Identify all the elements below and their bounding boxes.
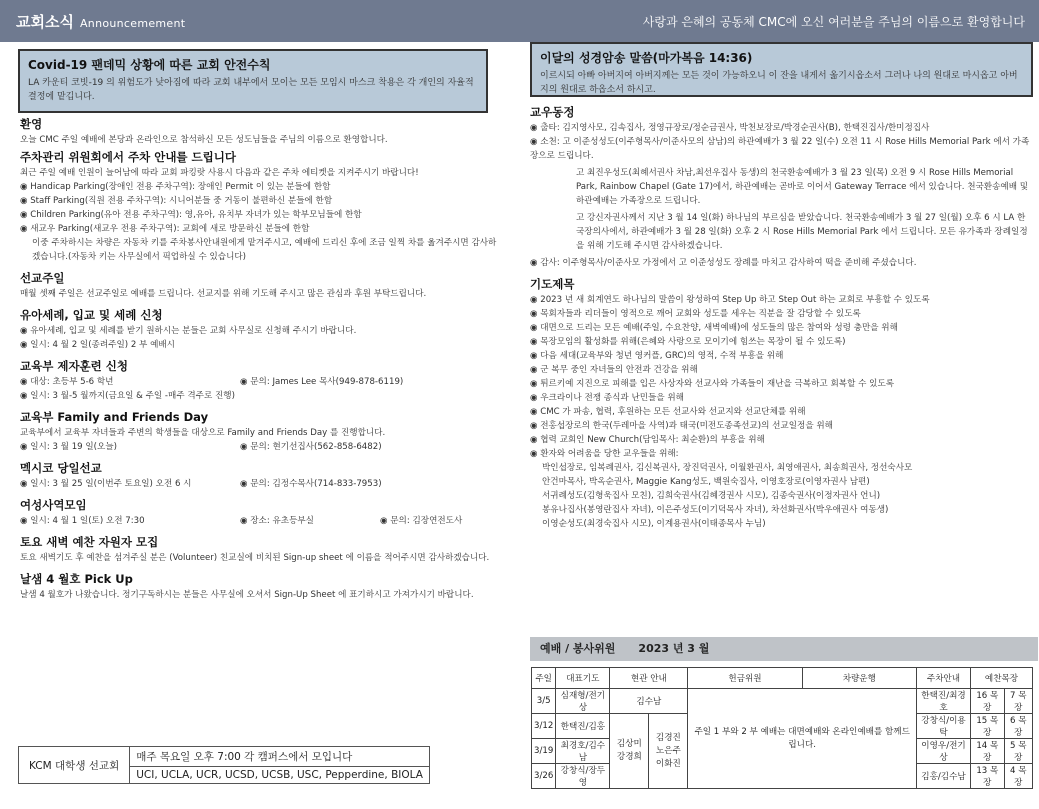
covid-notice-box (18, 49, 488, 113)
covid-title: Covid-19 팬데믹 상황에 따른 교회 안전수칙 (28, 58, 271, 72)
prayer-item: ◉ 대면으로 드리는 모든 예배(주일, 수요찬양, 새벽예배)에 성도들의 많은 참여와 성령 충만을 위해 (530, 323, 898, 333)
kcm-line2: UCI, UCLA, UCR, UCSD, UCSB, USC, Pepperdine, BIOLA (130, 767, 430, 784)
section-title: 교육부 Family and Friends Day (20, 410, 209, 424)
welcome-section (20, 116, 500, 147)
section-contact: ◉ 문의: 김장연전도사 (380, 516, 463, 526)
family-section (20, 409, 500, 454)
column-header: 차량운행 (802, 668, 916, 689)
disciple-section (20, 358, 500, 403)
baptism-section (20, 307, 500, 352)
table-header-row (532, 668, 1033, 689)
patient-list: 이영순성도(최경숙집사 시모), 이계용권사(이태종목사 누님) (542, 519, 766, 529)
cell-parking: 강창식/이용탁 (916, 714, 970, 739)
kcm-name: KCM 대학생 선교회 (19, 747, 130, 784)
section-title: 여성사역모임 (20, 498, 87, 512)
section-date: ◉ 일시: 4 월 1 일(토) 오전 7:30 (20, 516, 145, 526)
section-title: 주차관리 위원회에서 주차 안내를 드립니다 (20, 150, 236, 164)
section-body: 교육부에서 교육부 자녀들과 주변의 학생들을 대상으로 Family and Friends Day 를 진행합니다. (20, 428, 386, 438)
women-section (20, 497, 500, 528)
section-place: ◉ 장소: 유초등부실 (240, 516, 314, 526)
section-body: 매월 셋째 주일은 선교주일로 예배를 드립니다. 선교지를 위해 기도해 주시고 많은 관심과 후원 부탁드립니다. (20, 289, 427, 299)
column-header: 주차안내 (916, 668, 970, 689)
cell-parking: 한택진/최경호 (916, 689, 970, 714)
section-note: 이중 주차하시는 차량은 자동차 키를 주차봉사안내원에게 맡겨주시고, 예배에 드리신 후에 조금 일찍 차를 옮겨주시면 감사하겠습니다.(자동차 키는 사무실에서 픽업하실 수 있습니다) (32, 238, 497, 262)
cell-usher: 김경진 노은주 이화진 (649, 714, 688, 789)
prayer-item: ◉ 2023 년 새 회계연도 하나님의 말씀이 왕성하여 Step Up 하고 Step Out 하는 교회로 부흥할 수 있도록 (530, 295, 930, 305)
section-contact: ◉ 문의: 현기선집사(562-858-6482) (240, 442, 382, 452)
cell-date: 3/26 (532, 764, 556, 789)
patient-list: 안건마목사, 박옥순권사, Maggie Kang성도, 백원숙집사, 이영호장로(이영자권사 남편) (542, 477, 870, 487)
column-header: 현관 안내 (610, 668, 688, 689)
cell-date: 3/19 (532, 739, 556, 764)
prayer-item: ◉ 협력 교회인 New Church(담임목사: 최순환)의 부흥을 위해 (530, 435, 765, 445)
pickup-section (20, 571, 500, 602)
section-body: 오늘 CMC 주일 예배에 본당과 온라인으로 참석하신 모든 성도님들을 주님의 이름으로 환영합니다. (20, 135, 388, 145)
cell-prayer: 강창식/장두영 (556, 764, 610, 789)
section-title: 선교주일 (20, 271, 65, 285)
prayer-item: ◉ 전홍섭장로의 한국(두레마을 사역)과 태국(미전도종족선교)의 선교일정을 위해 (530, 421, 833, 431)
section-contact: ◉ 문의: 김정수목사(714-833-7953) (240, 479, 382, 489)
welcome-banner: 사랑과 은혜의 공동체 CMC에 오신 여러분을 주님의 이름으로 환영합니다 (642, 15, 1025, 29)
prayer-item: ◉ 다음 세대(교육부와 청년 영커플, GRC)의 영적, 수적 부흥을 위해 (530, 351, 784, 361)
news-item: ◉ 출타: 김지영사모, 김속집사, 정영규장로/정순금권사, 박천보장로/박경순권사(B), 한택진집사/한미정집사 (530, 123, 930, 133)
left-column (20, 116, 500, 602)
column-header: 주일 (532, 668, 556, 689)
cell-fellowship: 6 목장 (1004, 714, 1032, 739)
table-row (532, 689, 1033, 714)
section-date: ◉ 일시: 3 월 19 일(오늘) (20, 442, 117, 452)
list-item: ◉ Children Parking(유아 전용 주차구역): 영,유아, 유치부 자녀가 있는 학부모님들에 한함 (20, 210, 362, 220)
list-item: ◉ Staff Parking(직원 전용 주차구역): 시니어분들 중 거동이 불편하신 분들에 한함 (20, 196, 333, 206)
cell-prayer: 심재형/전기상 (556, 689, 610, 714)
mexico-section (20, 460, 500, 491)
cell-fellowship: 13 목장 (971, 764, 1005, 789)
cell-parking: 이영우/전기상 (916, 739, 970, 764)
section-date: ◉ 일시: 4 월 2 일(종려주일) 2 부 예배시 (20, 340, 175, 350)
verse-body: 이르시되 아빠 아버지여 아버지께는 모든 것이 가능하오니 이 잔을 내게서 옮기시옵소서 그러나 나의 원대로 마시옵고 아버지의 원대로 하옵소서 하시고. (540, 71, 1018, 95)
prayer-item: ◉ CMC 가 파송, 협력, 후원하는 모든 선교사와 선교지와 선교단체를 위해 (530, 407, 806, 417)
kcm-box (18, 746, 430, 784)
prayer-item: ◉ 환자와 어려움을 당한 교우들을 위해: (530, 449, 679, 459)
cell-fellowship: 5 목장 (1004, 739, 1032, 764)
parking-section (20, 149, 500, 264)
mission-section (20, 270, 500, 301)
section-title: 교우동정 (530, 105, 575, 119)
column-header: 대표기도 (556, 668, 610, 689)
column-header: 예찬목장 (971, 668, 1033, 689)
section-body: 최근 주일 예배 인원이 늘어남에 따라 교회 파킹랏 사용시 다음과 같은 주차 에티켓을 지켜주시기 바랍니다! (20, 168, 419, 178)
section-date: ◉ 일시: 3 월-5 월까지(금요일 & 주일 -매주 격주로 진행) (20, 391, 235, 401)
section-body: 토요 새벽기도 후 예찬을 섬겨주실 분은 (Volunteer) 친교실에 비치된 Sign-up sheet 에 이름을 적어주시면 감사하겠습니다. (20, 553, 490, 563)
cell-prayer: 한택진/김홍 (556, 714, 610, 739)
patient-list: 봉유나집사(봉영란집사 자녀), 이은주성도(이기덕목사 자녀), 차선화권사(박우애권사 여동생) (542, 505, 889, 515)
covid-body: LA 카운티 코빗-19 의 위험도가 낮아짐에 따라 교회 내부에서 모이는 모든 모임시 마스크 착용은 각 개인의 자율적 결정에 맡깁니다. (28, 78, 474, 102)
section-contact: ◉ 문의: James Lee 목사(949-878-6119) (240, 377, 404, 387)
section-title: 유아세례, 입교 및 세례 신청 (20, 308, 163, 322)
patient-list: 서귀례성도(김형욱집사 모친), 김희숙권사(김혜경권사 시모), 김종숙권사(이정자권사 언니) (542, 491, 881, 501)
kcm-line1: 매주 목요일 오후 7:00 각 캠퍼스에서 모입니다 (130, 747, 430, 767)
section-title: 날샘 4 월호 Pick Up (20, 572, 133, 586)
prayer-item: ◉ 목회자들과 리더들이 영적으로 깨어 교회와 성도를 세우는 직분을 잘 감당할 수 있도록 (530, 309, 861, 319)
cell-prayer: 최경호/김수남 (556, 739, 610, 764)
cell-usher: 김수남 (610, 689, 688, 714)
cell-fellowship: 14 목장 (971, 739, 1005, 764)
news-item: ◉ 소천: 고 이준성성도(이주형목사/이준사모의 삼남)의 하관예배가 3 월 22 일(수) 오전 11 시 Rose Hills Memorial Park 에서 가족장으로 드립니다. (530, 137, 1030, 161)
cell-service-note: 주일 1 부와 2 부 예배는 대면예배와 온라인예배를 함께드립니다. (688, 689, 917, 789)
prayer-item: ◉ 군 복무 중인 자녀들의 안전과 건강을 위해 (530, 365, 698, 375)
cell-fellowship: 7 목장 (1004, 689, 1032, 714)
list-item: ◉ 새교우 Parking(새교우 전용 주차구역): 교회에 새로 방문하신 분들에 한함 (20, 224, 310, 234)
section-body: 날샘 4 월호가 나왔습니다. 정기구독하시는 분들은 사무실에 오셔서 Sign-Up Sheet 에 표기하시고 가져가시기 바랍니다. (20, 590, 474, 600)
schedule-title: 예배 / 봉사위원 2023 년 3 월 (530, 637, 1038, 661)
list-item: ◉ Handicap Parking(장애인 전용 주차구역): 장애인 Permit 이 있는 분들에 한함 (20, 182, 331, 192)
prayer-section (530, 276, 1030, 531)
page-header (0, 0, 1039, 42)
prayer-item: ◉ 목장모임의 활성화를 위해(은혜와 사랑으로 모이기에 힘쓰는 목장이 될 수 있도록) (530, 337, 846, 347)
section-title: 멕시코 당일선교 (20, 461, 102, 475)
column-header: 헌금위원 (688, 668, 802, 689)
section-body: ◉ 유아세례, 입교 및 세례를 받기 원하시는 분들은 교회 사무실로 신청해 주시기 바랍니다. (20, 326, 357, 336)
section-title: 토요 새벽 예찬 자원자 모집 (20, 535, 159, 549)
verse-title: 이달의 성경암송 말씀(마가복음 14:36) (540, 51, 753, 65)
dawn-section (20, 534, 500, 565)
right-column (530, 104, 1030, 531)
patient-list: 박인섭장로, 임복례권사, 김신복권사, 장진덕권사, 이월환권사, 최영애권사, 최송희권사, 정선숙사모 (542, 463, 913, 473)
section-date: ◉ 일시: 3 월 25 일(이번주 토요일) 오전 6 시 (20, 479, 192, 489)
cell-fellowship: 4 목장 (1004, 764, 1032, 789)
page-title (16, 11, 185, 32)
prayer-item: ◉ 우크라이나 전쟁 종식과 난민들을 위해 (530, 393, 684, 403)
news-item: 고 최진우성도(최혜서권사 차남,최선우집사 동생)의 천국환송예배가 3 월 23 일(목) 오전 9 시 Rose Hills Memorial Park, Rainbow Chapel (Gate 17)에서, 하관예배는 곧바로 이어서 Gateway Terrace 에서 있습니다. 천국환송예배 및 하관예배는 가족장으로 드립니다. (576, 168, 1029, 206)
verse-box (530, 42, 1033, 97)
cell-date: 3/5 (532, 689, 556, 714)
title-korean: 교회소식 (16, 13, 74, 31)
title-english: Announcemement (79, 17, 186, 30)
section-title: 기도제목 (530, 277, 575, 291)
cell-parking: 김홍/김수남 (916, 764, 970, 789)
cell-fellowship: 15 목장 (971, 714, 1005, 739)
news-section (530, 104, 1030, 270)
cell-fellowship: 16 목장 (971, 689, 1005, 714)
cell-usher: 김상미 강경희 (610, 714, 649, 789)
prayer-item: ◉ 튀르키예 지진으로 피해를 입은 사상자와 선교사와 가족들이 재난을 극복하고 회복할 수 있도록 (530, 379, 895, 389)
section-title: 교육부 제자훈련 신청 (20, 359, 128, 373)
cell-date: 3/12 (532, 714, 556, 739)
section-target: ◉ 대상: 초등부 5-6 학년 (20, 377, 114, 387)
news-item: 고 강신자권사께서 지난 3 월 14 일(화) 하나님의 부르심을 받았습니다. 천국환송예배가 3 월 27 일(월) 오후 6 시 LA 한국장의사에서, 하관예배가 3 월 28 일(화) 오후 2 시 Rose Hills Memorial Park 에서 드립니다. 모든 유가족과 장례일정을 위해 기도해 주시면 감사하겠습니다. (576, 213, 1028, 251)
news-item: ◉ 감사: 이주형목사/이준사모 가정에서 고 이준성성도 장례를 마치고 감사하여 떡을 준비해 주셨습니다. (530, 258, 917, 268)
section-title: 환영 (20, 117, 43, 131)
schedule-table (531, 667, 1033, 789)
